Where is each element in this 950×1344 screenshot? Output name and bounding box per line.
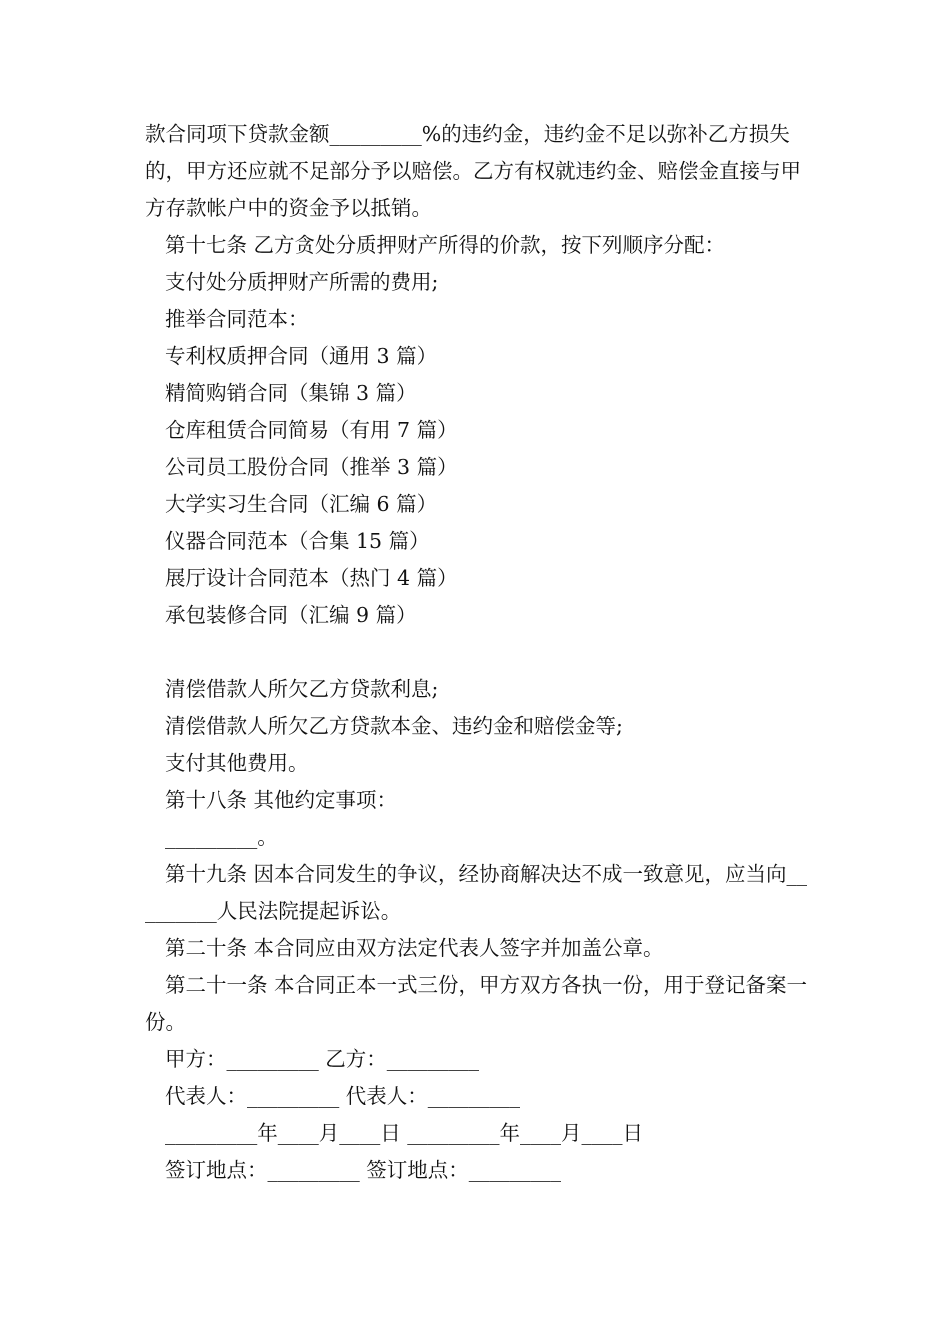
list-item: 专利权质押合同（通用 3 篇） [165, 344, 438, 368]
document-body [145, 116, 815, 1189]
paragraph-article-17: 第十七条 乙方贪处分质押财产所得的价款，按下列顺序分配： [165, 233, 726, 257]
paragraph-pay-disposal-costs: 支付处分质押财产所需的费用; [165, 270, 439, 294]
paragraph-article-18: 第十八条 其他约定事项： [165, 788, 398, 812]
paragraph-article-21: 第二十一条 本合同正本一式三份，甲方双方各执一份，用于登记备案一份。 [145, 973, 808, 1034]
paragraph-pay-other-costs: 支付其他费用。 [165, 751, 309, 775]
paragraph-recommended-templates: 推举合同范本： [165, 307, 309, 331]
paragraph-repay-principal: 清偿借款人所欠乙方贷款本金、违约金和赔偿金等; [165, 714, 623, 738]
list-item: 公司员工股份合同（推举 3 篇） [165, 455, 458, 479]
signature-representatives-line: 代表人：_________ 代表人：_________ [165, 1084, 521, 1108]
paragraph-penalty-clause: 款合同项下贷款金额_________%的违约金，违约金不足以弥补乙方损失的，甲方还应就不足部分予以赔偿。乙方有权就违约金、赔偿金直接与甲方存款帐户中的资金予以抵销。 [145, 122, 801, 220]
list-item: 承包装修合同（汇编 9 篇） [165, 603, 417, 627]
paragraph-other-terms-blank: _________。 [165, 825, 278, 849]
paragraph-article-19: 第十九条 因本合同发生的争议，经协商解决达不成一致意见，应当向_________人民法院提起诉讼。 [145, 862, 808, 923]
list-item: 精简购销合同（集锦 3 篇） [165, 381, 417, 405]
paragraph-repay-interest: 清偿借款人所欠乙方贷款利息; [165, 677, 439, 701]
list-item: 大学实习生合同（汇编 6 篇） [165, 492, 438, 516]
signature-dates-line: _________年____月____日 _________年____月____日 [165, 1121, 644, 1145]
paragraph-article-20: 第二十条 本合同应由双方法定代表人签字并加盖公章。 [165, 936, 664, 960]
signature-locations-line: 签订地点：_________ 签订地点：_________ [165, 1158, 562, 1182]
list-item: 展厅设计合同范本（热门 4 篇） [165, 566, 458, 590]
list-item: 仓库租赁合同简易（有用 7 篇） [165, 418, 458, 442]
list-item: 仪器合同范本（合集 15 篇） [165, 529, 430, 553]
blank-line [145, 634, 815, 671]
signature-parties-line: 甲方：_________ 乙方：_________ [165, 1047, 480, 1071]
